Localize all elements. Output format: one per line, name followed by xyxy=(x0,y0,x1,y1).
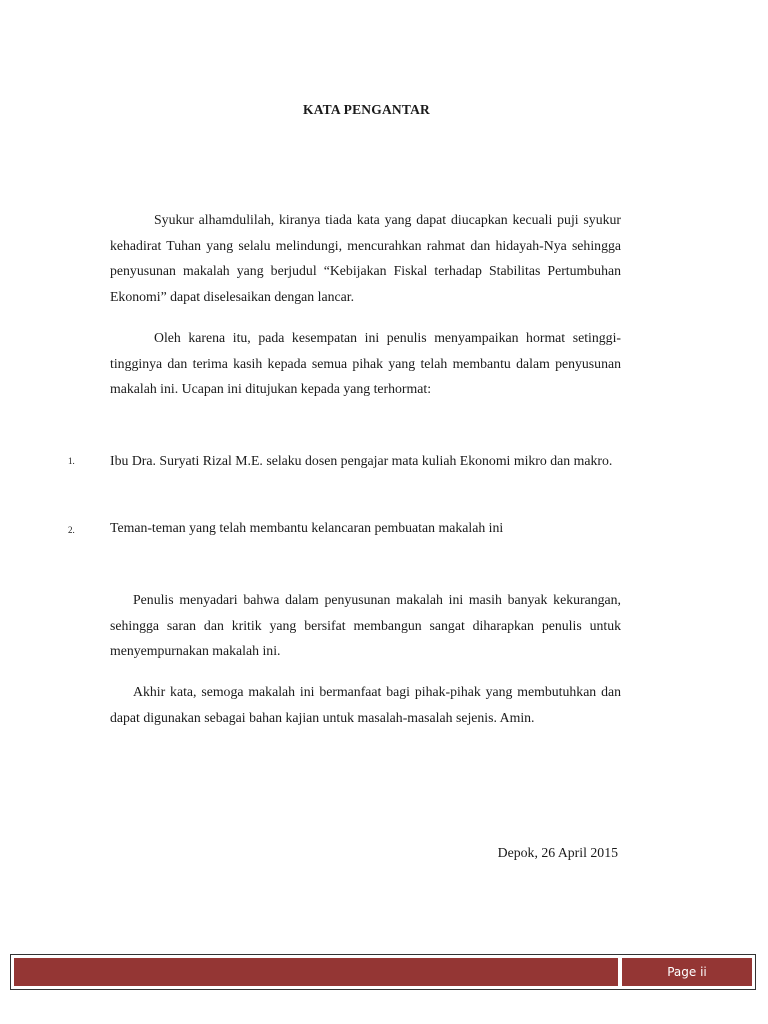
footer-accent-bar xyxy=(14,958,618,986)
paragraph-intro: Syukur alhamdulilah, kiranya tiada kata yang dapat diucapkan kecuali puji syukur kehadirat Tuhan yang selalu melindungi, mencurahkan rahmat dan hidayah-Nya sehingga penyusunan makalah yang berjudul “Kebijakan Fiskal terhadap Stabilitas Pertumbuhan Ekonomi” dapat diselesaikan dengan lancar. xyxy=(110,212,621,304)
list-item: Ibu Dra. Suryati Rizal M.E. selaku dosen pengajar mata kuliah Ekonomi mikro dan makro. xyxy=(110,453,613,468)
page-footer xyxy=(10,954,756,990)
list-item-number: 2. xyxy=(68,525,75,535)
paragraph-closing: Akhir kata, semoga makalah ini bermanfaat bagi pihak-pihak yang membutuhkan dan dapat digunakan sebagai bahan kajian untuk masalah-masalah sejenis. Amin. xyxy=(110,684,621,725)
list-item: Teman-teman yang telah membantu kelancaran pembuatan makalah ini xyxy=(110,520,504,535)
page-number: Page ii xyxy=(622,958,752,986)
list-item-number: 1. xyxy=(68,456,75,466)
paragraph-thanks: Oleh karena itu, pada kesempatan ini penulis menyampaikan hormat setinggi-tingginya dan terima kasih kepada semua pihak yang telah membantu dalam penyusunan makalah ini. Ucapan ini ditujukan kepada yang terhormat: xyxy=(110,330,621,396)
signature-date: Depok, 26 April 2015 xyxy=(497,845,618,860)
page-title: KATA PENGANTAR xyxy=(303,102,430,117)
paragraph-acknowledgement: Penulis menyadari bahwa dalam penyusunan makalah ini masih banyak kekurangan, sehingga saran dan kritik yang bersifat membangun sangat diharapkan penulis untuk menyempurnakan makalah ini. xyxy=(110,592,621,658)
